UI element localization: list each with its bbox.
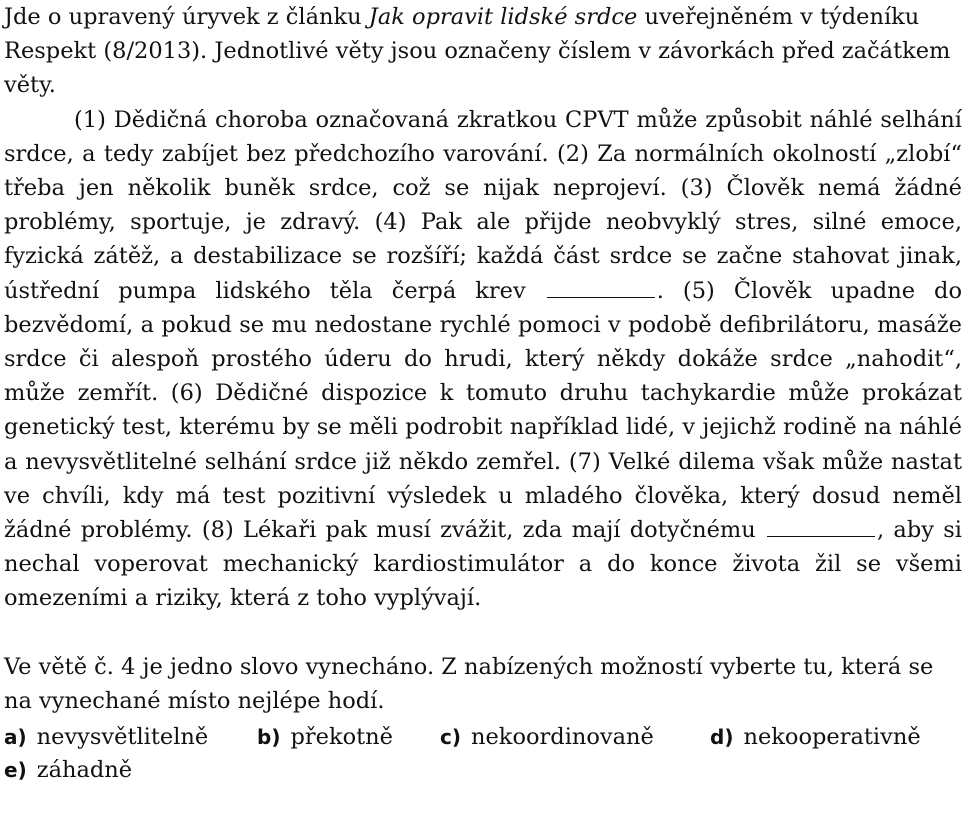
blank-gap-1 [547, 279, 655, 298]
article-text-part-2: . (5) Člověk upadne do bezvědomí, a pokud se mu nedostane rychlé pomoci v podobě defibrilátoru, masáže srdce či alespoň prostého úderu do hrudi, který někdy dokáže srdce „nahodit“, může zemřít. (6) Dědičné dispozice k tomuto druhu tachykardie může prokázat genetický test, kterému by se měli podrobit například lidé, v jejichž rodině na náhlé a nevysvětlitelné selhání srdce již někdo zemřel. (7) Velké dilema však může nastat ve chvíli, kdy má test pozitivní výsledek u mladého člověka, který dosud neměl žádné problémy. (8) Lékaři pak musí zvážit, zda mají dotyčnému [4, 277, 963, 544]
option-letter: b) [257, 725, 281, 750]
option-text: nevysvětlitelně [36, 724, 209, 751]
article-text-part-1: (1) Dědičná choroba označovaná zkratkou CPVT může způsobit náhlé selhání srdce, a tedy zabíjet bez předchozího varování. (2) Za normálních okolností „zlobí“ třeba jen několik buněk srdce, což se nijak neprojeví. (3) Člověk nemá žádné problémy, sportuje, je zdravý. (4) Pak ale přijde neobvyklý stres, silné emoce, fyzická zátěž, a destabilizace se rozšíří; každá část srdce se začne stahovat jinak, ústřední pumpa lidského těla čerpá krev [4, 106, 962, 304]
answer-options [4, 721, 962, 787]
option-e[interactable] [4, 754, 132, 787]
option-a[interactable] [4, 721, 257, 754]
option-letter: e) [4, 758, 27, 783]
option-letter: c) [440, 725, 461, 750]
answer-options-row-1 [4, 721, 962, 754]
article-title: Jak opravit lidské srdce [368, 4, 638, 30]
option-text: záhadně [36, 757, 133, 784]
option-c[interactable] [440, 721, 710, 754]
option-letter: d) [710, 725, 734, 750]
intro-paragraph [4, 0, 962, 103]
exercise-page [4, 0, 962, 787]
option-text: překotně [290, 724, 393, 751]
option-b[interactable] [257, 721, 440, 754]
intro-suffix: uveřejněném v týdeníku Respekt (8/2013). Jednotlivé věty jsou označeny číslem v závorkách před začátkem věty. [4, 4, 951, 99]
answer-options-row-2 [4, 754, 962, 787]
article-text-part-3: , aby si nechal voperovat mechanický kardiostimulátor a do konce života žil se všemi omezeními a riziky, která z toho vyplývají. [4, 517, 962, 612]
blank-gap-2 [767, 518, 875, 537]
intro-prefix: Jde o upravený úryvek z článku [4, 4, 369, 30]
option-letter: a) [4, 725, 27, 750]
option-text: nekoordinovaně [471, 724, 654, 751]
option-text: nekooperativně [743, 724, 921, 751]
question-text: Ve větě č. 4 je jedno slovo vynecháno. Z nabízených možností vyberte tu, která se na vynechané místo nejlépe hodí. [4, 653, 934, 714]
option-d[interactable] [710, 721, 962, 754]
article-excerpt [4, 103, 962, 616]
